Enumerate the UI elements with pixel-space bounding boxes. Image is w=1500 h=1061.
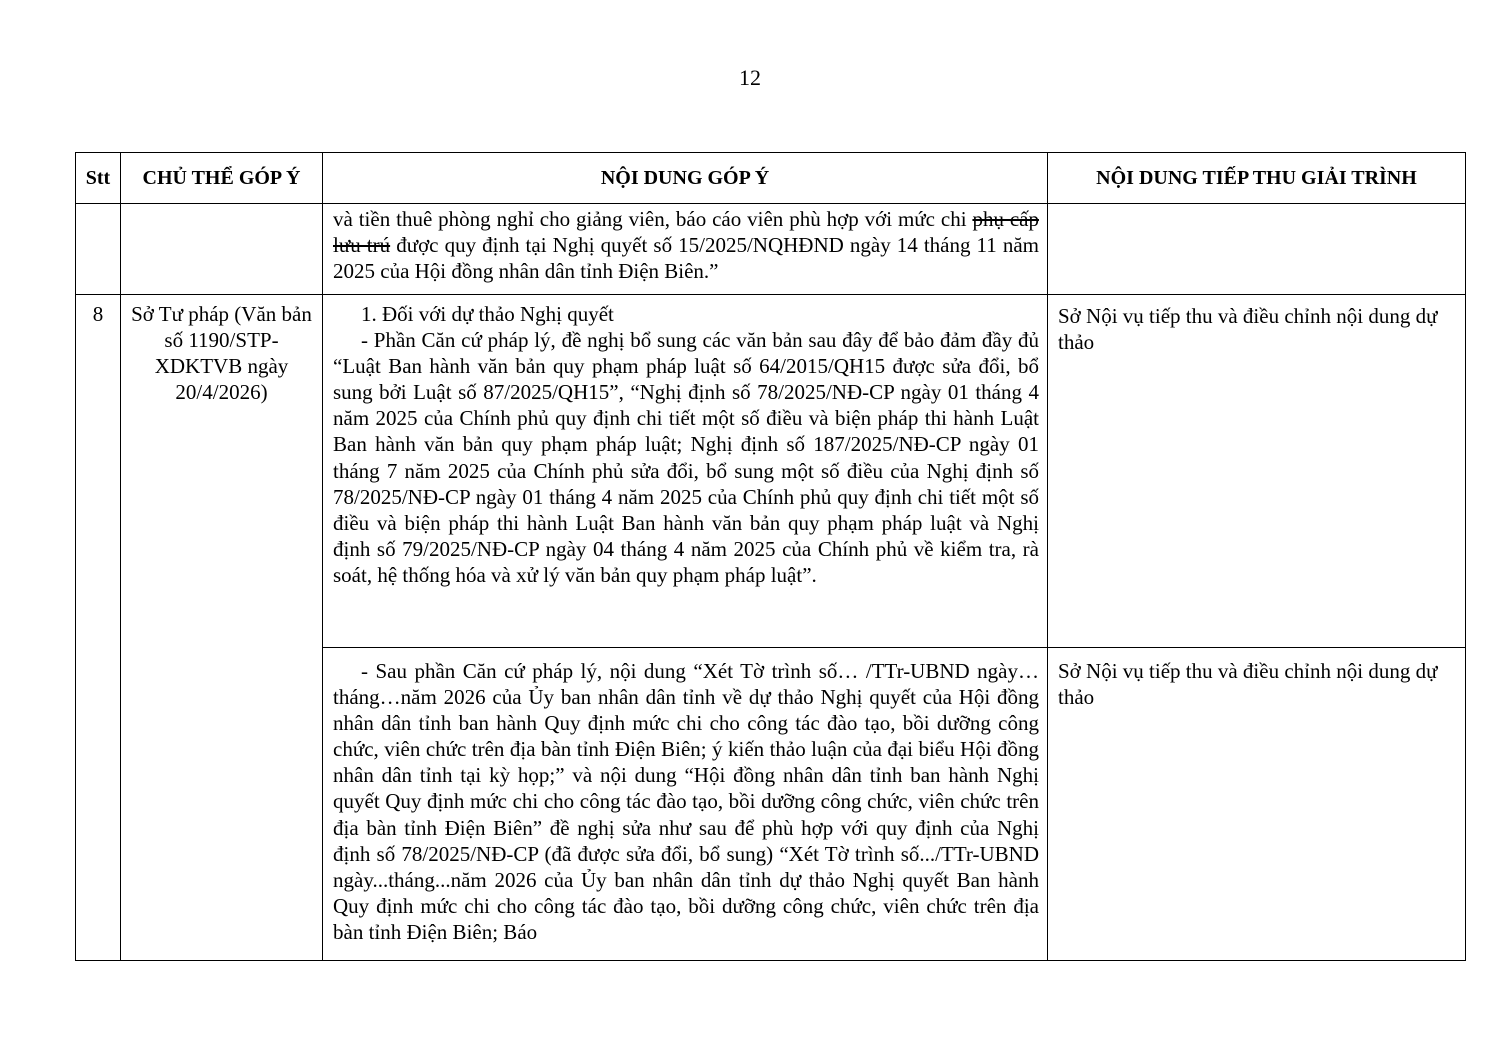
table-row-entry-8a [76,295,1466,648]
cell-contributor-empty [121,204,323,295]
cell-stt: 8 [76,295,121,961]
header-row [76,153,1466,204]
feedback-table [75,152,1466,961]
content-paragraph-a: - Phần Căn cứ pháp lý, đề nghị bổ sung các văn bản sau đây để bảo đảm đầy đủ “Luật Ban hành văn bản quy phạm pháp luật số 64/2015/QH15 được sửa đổi, bổ sung bởi Luật số 87/2025/QH15”, “Nghị định số 78/2025/NĐ-CP ngày 01 tháng 4 năm 2025 của Chính phủ quy định chi tiết một số điều và biện pháp thi hành Luật Ban hành văn bản quy phạm pháp luật; Nghị định số 187/2025/NĐ-CP ngày 01 tháng 7 năm 2025 của Chính phủ sửa đổi, bổ sung một số điều của Nghị định số 78/2025/NĐ-CP ngày 01 tháng 4 năm 2025 của Chính phủ quy định chi tiết một số điều và biện pháp thi hành Luật Ban hành văn bản quy phạm pháp luật và Nghị định số 79/2025/NĐ-CP ngày 04 tháng 4 năm 2025 của Chính phủ về kiểm tra, rà soát, hệ thống hóa và xử lý văn bản quy phạm pháp luật”. [333,328,1039,587]
cell-content-part-b [323,648,1048,961]
header-contributor: CHỦ THỂ GÓP Ý [121,153,323,204]
page-number: 12 [739,65,761,90]
header-content: NỘI DUNG GÓP Ý [323,153,1048,204]
content-paragraph-b: - Sau phần Căn cứ pháp lý, nội dung “Xét Tờ trình số… /TTr-UBND ngày…tháng…năm 2026 của Ủy ban nhân dân tỉnh về dự thảo Nghị quyết của Hội đồng nhân dân tỉnh ban hành Quy định mức chi cho công tác đào tạo, bồi dưỡng công chức, viên chức trên địa bàn tỉnh Điện Biên; ý kiến thảo luận của đại biểu Hội đồng nhân dân tỉnh tại kỳ họp;” và nội dung “Hội đồng nhân dân tỉnh ban hành Nghị quyết Quy định mức chi cho công tác đào tạo, bồi dưỡng công chức, viên chức trên địa bàn tỉnh Điện Biên” đề nghị sửa như sau để phù hợp với quy định của Nghị định số 78/2025/NĐ-CP (đã được sửa đổi, bổ sung) “Xét Tờ trình số.../TTr-UBND ngày...tháng...năm 2026 của Ủy ban nhân dân tỉnh dự thảo Nghị quyết Ban hành Quy định mức chi cho công tác đào tạo, bồi dưỡng công chức, viên chức trên địa bàn tỉnh Điện Biên; Báo [333,659,1039,944]
cell-response-part-b: Sở Nội vụ tiếp thu và điều chỉnh nội dung dự thảo [1048,648,1466,961]
cell-response-part-a: Sở Nội vụ tiếp thu và điều chỉnh nội dung dự thảo [1048,295,1466,648]
cell-content-part-a [323,295,1048,648]
table-row-continuation [76,204,1466,295]
section-heading: 1. Đối với dự thảo Nghị quyết [361,302,614,326]
cell-response-empty [1048,204,1466,295]
table-header [76,153,1466,204]
cell-stt-empty [76,204,121,295]
continuation-text-before: và tiền thuê phòng nghỉ cho giảng viên, báo cáo viên phù hợp với mức chi [333,207,973,231]
cell-content-continuation [323,204,1048,295]
header-response: NỘI DUNG TIẾP THU GIẢI TRÌNH [1048,153,1466,204]
continuation-paragraph [333,206,1039,284]
cell-contributor: Sở Tư pháp (Văn bản số 1190/STP-XDKTVB ngày 20/4/2026) [121,295,323,961]
strikethrough-text: phụ cấp lưu trú [333,207,1039,258]
header-stt: Stt [76,153,121,204]
continuation-text-after: được quy định tại Nghị quyết số 15/2025/NQHĐND ngày 14 tháng 11 năm 2025 của Hội đồng nhân dân tỉnh Điện Biên.” [333,233,1039,284]
